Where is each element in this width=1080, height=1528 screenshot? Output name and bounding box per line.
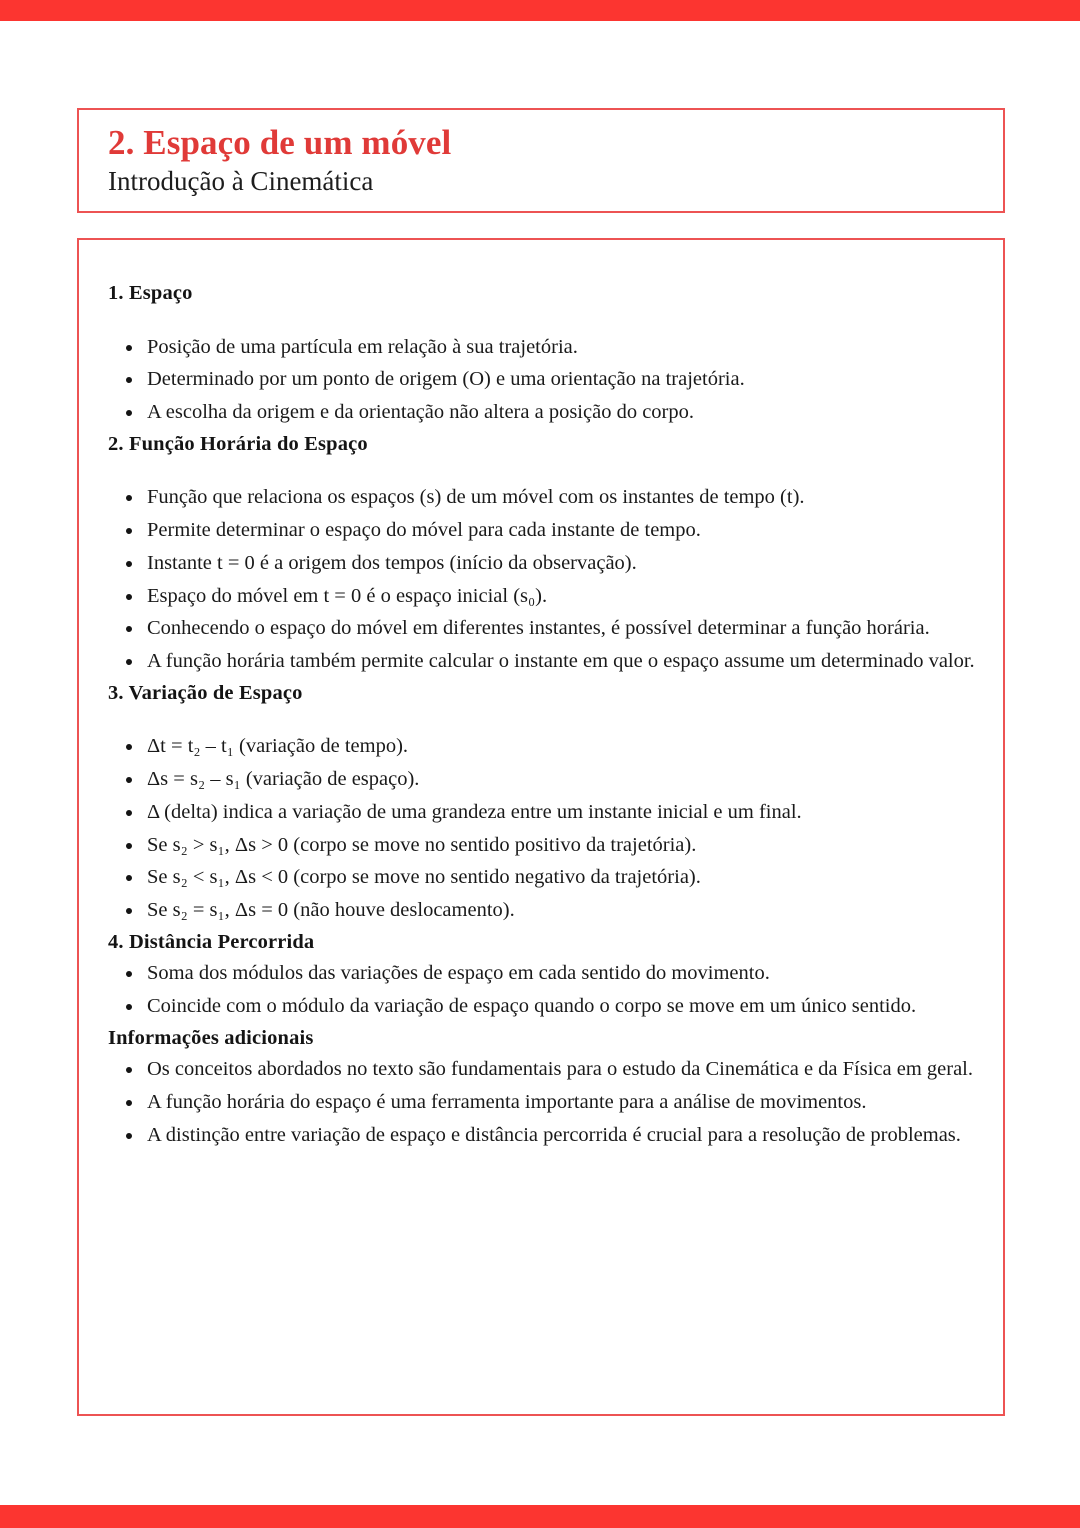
- list-item: Conhecendo o espaço do móvel em diferentes instantes, é possível determinar a função horária.: [108, 614, 979, 644]
- header-box: [77, 108, 1005, 213]
- page-subtitle: Introdução à Cinemática: [108, 166, 374, 197]
- section-heading: 2. Função Horária do Espaço: [108, 432, 368, 455]
- list-item: Soma dos módulos das variações de espaço em cada sentido do movimento.: [108, 959, 979, 989]
- content-box: [77, 238, 1005, 1416]
- section-bullet-list: [108, 1055, 979, 1150]
- list-item: A função horária também permite calcular o instante em que o espaço assume um determinado valor.: [108, 647, 979, 677]
- section-bullet-list: [108, 732, 979, 925]
- content-body: [79, 240, 1003, 1151]
- list-item: Se s₂ < s₁, Δs < 0 (corpo se move no sentido negativo da trajetória).: [108, 863, 979, 893]
- section-heading: 4. Distância Percorrida: [108, 930, 315, 953]
- list-item: Permite determinar o espaço do móvel para cada instante de tempo.: [108, 516, 979, 546]
- list-item: Se s₂ = s₁, Δs = 0 (não houve deslocamento).: [108, 896, 979, 926]
- section-heading: 1. Espaço: [108, 282, 193, 304]
- section-heading: Informações adicionais: [108, 1026, 314, 1049]
- list-item: A distinção entre variação de espaço e distância percorrida é crucial para a resolução de problemas.: [108, 1121, 979, 1151]
- section-bullet-list: [108, 333, 979, 428]
- list-item: A escolha da origem e da orientação não altera a posição do corpo.: [108, 398, 979, 428]
- list-item: Função que relaciona os espaços (s) de um móvel com os instantes de tempo (t).: [108, 483, 979, 513]
- list-item: A função horária do espaço é uma ferramenta importante para a análise de movimentos.: [108, 1088, 979, 1118]
- header-content: [79, 110, 1003, 198]
- list-item: Os conceitos abordados no texto são fundamentais para o estudo da Cinemática e da Física em geral.: [108, 1055, 979, 1085]
- bottom-accent-bar: [0, 1505, 1080, 1528]
- section-variacao-espaco: [108, 680, 979, 926]
- list-item: Espaço do móvel em t = 0 é o espaço inicial (s₀).: [108, 582, 979, 612]
- list-item: Se s₂ > s₁, Δs > 0 (corpo se move no sentido positivo da trajetória).: [108, 831, 979, 861]
- section-espaco: [108, 280, 979, 428]
- section-bullet-list: [108, 483, 979, 676]
- section-funcao-horaria: [108, 431, 979, 677]
- list-item: Δ (delta) indica a variação de uma grandeza entre um instante inicial e um final.: [108, 798, 979, 828]
- list-item: Coincide com o módulo da variação de espaço quando o corpo se move em um único sentido.: [108, 992, 979, 1022]
- section-bullet-list: [108, 959, 979, 1021]
- list-item: Instante t = 0 é a origem dos tempos (início da observação).: [108, 549, 979, 579]
- top-accent-bar: [0, 0, 1080, 21]
- list-item: Δt = t₂ – t₁ (variação de tempo).: [108, 732, 979, 762]
- section-heading: 3. Variação de Espaço: [108, 681, 303, 704]
- section-informacoes-adicionais: [108, 1025, 979, 1151]
- list-item: Determinado por um ponto de origem (O) e uma orientação na trajetória.: [108, 365, 979, 395]
- list-item: Posição de uma partícula em relação à sua trajetória.: [108, 333, 979, 363]
- page-title: 2. Espaço de um móvel: [108, 123, 452, 162]
- section-distancia-percorrida: [108, 929, 979, 1022]
- list-item: Δs = s₂ – s₁ (variação de espaço).: [108, 765, 979, 795]
